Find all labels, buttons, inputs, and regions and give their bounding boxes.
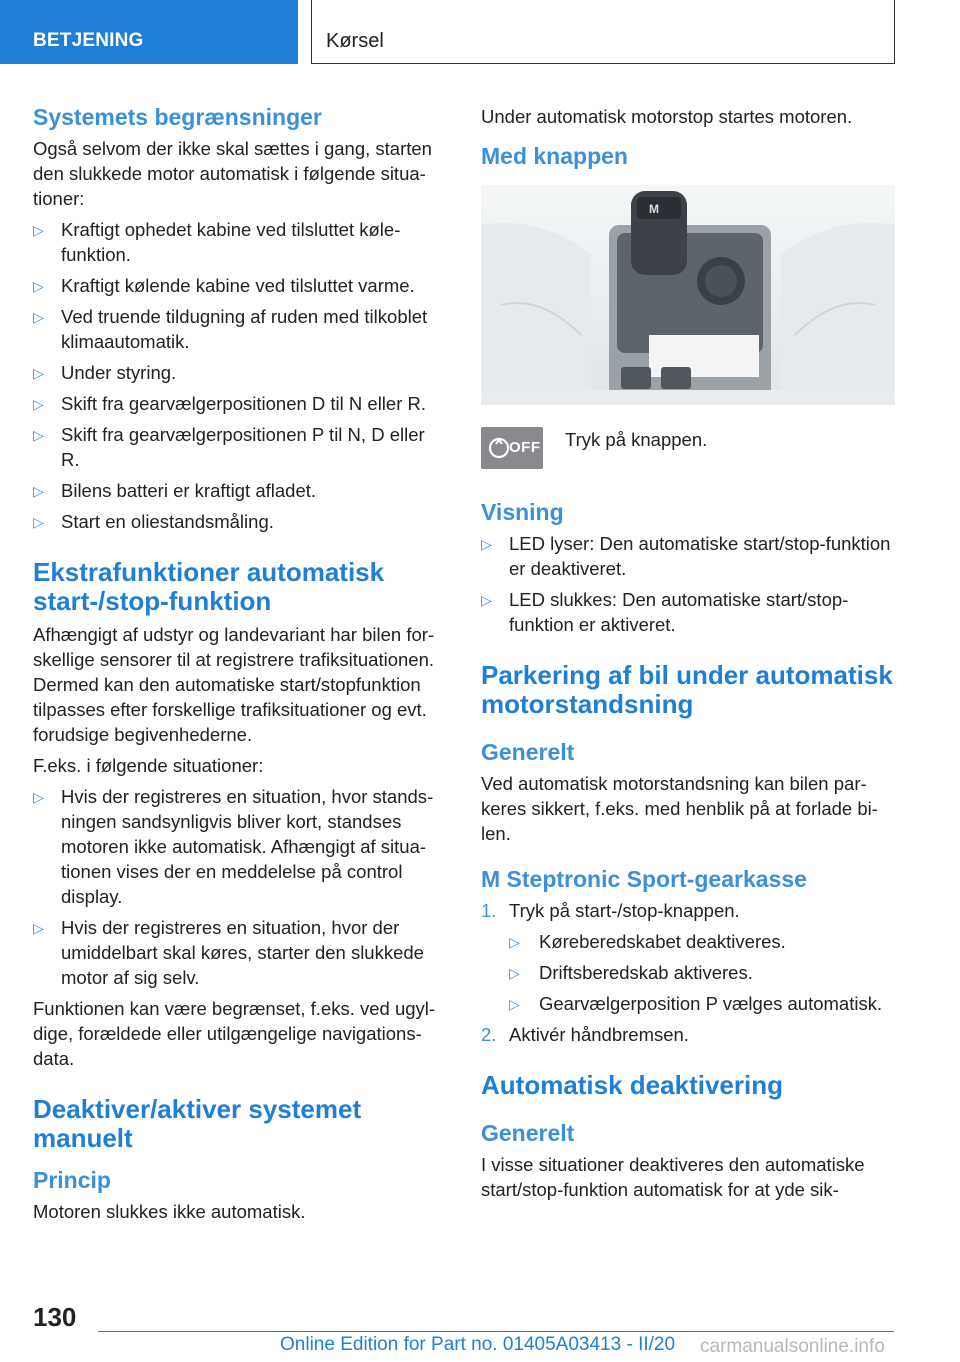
bullet-triangle-icon: ▷ [33, 427, 44, 443]
step-item [481, 1022, 895, 1047]
list-item: ▷ LED slukkes: Den automatiske start/stop-funktion er aktiveret. [481, 589, 849, 635]
paragraph-principle: Motoren slukkes ikke automatisk. [33, 1201, 306, 1222]
situations-list [33, 784, 448, 990]
list-item: ▷ Hvis der registreres en situation, hvor der umiddelbart skal køres, starter den slukkede motor af sig selv. [33, 917, 424, 988]
list-item: ▷ LED lyser: Den automatiske start/stop-funktion er deaktiveret. [481, 533, 891, 579]
step-number: 2. [481, 1024, 497, 1045]
button-hint-row [481, 427, 895, 469]
heading-manual-toggle: Deaktiver/aktiver systemet manuelt [33, 1094, 362, 1153]
center-console-drawing [481, 185, 895, 405]
paragraph-extra-1: Afhængigt af udstyr og landevariant har bilen forskellige sensorer til at registrere trafiksituationen. Dermed kan den automatiske start/stopfunktion tilpasses efter forskellige trafiksituationer og evt. forudsige begivenhederne. [33, 624, 435, 745]
bullet-triangle-icon: ▷ [33, 483, 44, 499]
paragraph-general-2: I visse situationer deaktiveres den automatiske start/stop-funktion automatisk for at yde sik- [481, 1154, 865, 1200]
bullet-triangle-icon: ▷ [33, 222, 44, 238]
bullet-triangle-icon: ▷ [33, 309, 44, 325]
list-item: ▷ Bilens batteri er kraftigt afladet. [33, 478, 448, 503]
list-item: ▷ Køreberedskabet deaktiveres. [509, 929, 895, 954]
list-item: ▷ Ved truende tildugning af ruden med tilkoblet klimaautomatik. [33, 306, 428, 352]
bullet-triangle-icon: ▷ [33, 278, 44, 294]
footer-divider [98, 1331, 894, 1332]
heading-steptronic: M Steptronic Sport-gearkasse [481, 866, 807, 892]
list-item: ▷ Driftsberedskab aktiveres. [509, 960, 895, 985]
bullet-triangle-icon: ▷ [33, 920, 44, 936]
bullet-triangle-icon: ▷ [33, 514, 44, 530]
list-item: ▷ Under styring. [33, 360, 448, 385]
bullet-triangle-icon: ▷ [509, 965, 520, 981]
left-column [33, 100, 448, 1224]
list-item: ▷ Skift fra gearvælgerpositionen D til N eller R. [33, 391, 448, 416]
limits-list [33, 217, 448, 534]
bullet-triangle-icon: ▷ [33, 365, 44, 381]
heading-system-limits: Systemets begrænsninger [33, 104, 322, 130]
sub-steps-list [509, 929, 895, 1016]
header-section-tab [0, 0, 298, 64]
bullet-triangle-icon: ▷ [509, 996, 520, 1012]
bullet-triangle-icon: ▷ [33, 396, 44, 412]
subheading-general-2: Generelt [481, 1120, 575, 1146]
page-number: 130 [33, 1302, 77, 1332]
right-column [481, 100, 895, 1202]
auto-start-stop-off-icon [481, 427, 543, 469]
edition-footer: Online Edition for Part no. 01405A03413 - II/20 [280, 1334, 676, 1355]
heading-extra-functions: Ekstrafunktioner automatisk start-/stop-funktion [33, 557, 385, 616]
svg-text:M: M [649, 202, 659, 216]
list-item: ▷ Hvis der registreres en situation, hvor standsningen sandsynligvis bliver kort, standses motoren ikke automatisk. Afhængigt af situationen vises der en meddelelse på control display. [33, 786, 434, 907]
paragraph-extra-3: Funktionen kan være begrænset, f.eks. ved ugyldige, forældede eller utilgængelige navigationsdata. [33, 998, 436, 1069]
list-item: ▷ Skift fra gearvælgerpositionen P til N, D eller R. [33, 424, 425, 470]
step-text: Tryk på start-/stop-knappen. [509, 900, 740, 921]
paragraph-limits-intro: Også selvom der ikke skal sættes i gang, starten den slukkede motor automatisk i følgende situationer: [33, 138, 432, 209]
paragraph-motor-stop: Under automatisk motorstop startes motoren. [481, 106, 853, 127]
subheading-principle: Princip [33, 1167, 111, 1193]
step-number: 1. [481, 900, 497, 921]
center-console-image [481, 185, 895, 405]
list-item: ▷ Gearvælgerposition P vælges automatisk. [509, 991, 895, 1016]
step-item [481, 898, 895, 1016]
paragraph-general-1: Ved automatisk motorstandsning kan bilen parkeres sikkert, f.eks. med henblik på at forlade bilen. [481, 773, 878, 844]
heading-parking: Parkering af bil under automatisk motorstandsning [481, 660, 893, 719]
bullet-triangle-icon: ▷ [481, 536, 492, 552]
paragraph-extra-2: F.eks. i følgende situationer: [33, 755, 264, 776]
heading-display: Visning [481, 499, 564, 525]
section-label: BETJENING [33, 30, 144, 51]
bullet-triangle-icon: ▷ [481, 592, 492, 608]
list-item: ▷ Kraftigt ophedet kabine ved tilsluttet kølefunktion. [33, 219, 401, 265]
subheading-general-1: Generelt [481, 739, 575, 765]
bullet-triangle-icon: ▷ [33, 789, 44, 805]
heading-auto-deactivation: Automatisk deaktivering [481, 1070, 783, 1100]
header-chapter-box [311, 0, 895, 64]
off-label: OFF [509, 439, 541, 456]
list-item: ▷ Start en oliestandsmåling. [33, 509, 448, 534]
hint-text: Tryk på knappen. [565, 429, 708, 450]
list-item: ▷ Kraftigt kølende kabine ved tilsluttet varme. [33, 273, 448, 298]
watermark: carmanualsonline.info [700, 1336, 885, 1357]
heading-with-button: Med knappen [481, 143, 628, 169]
chapter-label: Kørsel [326, 30, 384, 52]
step-text: Aktivér håndbremsen. [509, 1024, 689, 1045]
steps-list [481, 898, 895, 1047]
bullet-triangle-icon: ▷ [509, 934, 520, 950]
display-list [481, 531, 895, 637]
